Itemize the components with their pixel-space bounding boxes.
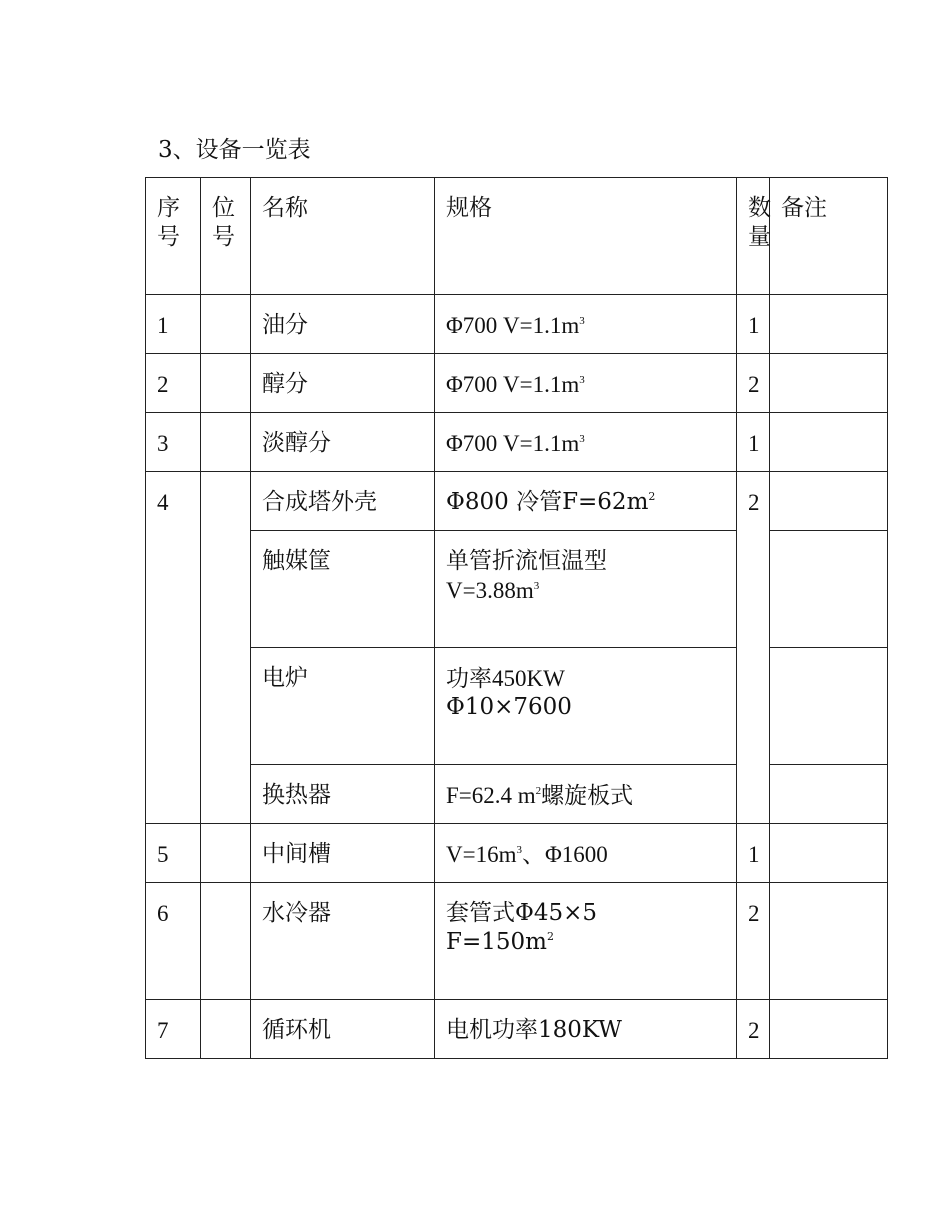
cell-note: [770, 531, 888, 648]
cell-note: [770, 883, 888, 1000]
cell-name: 电炉: [251, 648, 435, 765]
cell-name: 合成塔外壳: [251, 472, 435, 531]
table-row: [146, 531, 888, 648]
cell-name: 中间槽: [251, 824, 435, 883]
cell-position: [201, 1000, 251, 1059]
table-row: [146, 1000, 888, 1059]
cell-seq: 5: [146, 824, 201, 883]
header-qty: 数 量: [737, 178, 770, 295]
cell-seq: 4: [146, 472, 201, 824]
cell-name: 换热器: [251, 765, 435, 824]
cell-spec: Φ700 $V=1.1m^3$: [435, 413, 737, 472]
cell-note: [770, 765, 888, 824]
table-row: [146, 824, 888, 883]
cell-qty: 1: [737, 413, 770, 472]
cell-spec: 功率450KW Φ10×7600: [435, 648, 737, 765]
cell-qty: 1: [737, 824, 770, 883]
cell-seq: 2: [146, 354, 201, 413]
cell-spec: Φ700 $V=1.1m^3$: [435, 295, 737, 354]
table-row: [146, 883, 888, 1000]
cell-note: [770, 413, 888, 472]
cell-note: [770, 354, 888, 413]
cell-spec: $V=16m^3$、Φ1600: [435, 824, 737, 883]
table-row: [146, 765, 888, 824]
cell-position: [201, 472, 251, 824]
cell-qty: 2: [737, 354, 770, 413]
header-note: 备注: [770, 178, 888, 295]
cell-spec: 单管折流恒温型 $V=3.88m^3$: [435, 531, 737, 648]
cell-spec: F=62.4 $m^2$螺旋板式: [435, 765, 737, 824]
header-seq: 序 号: [146, 178, 201, 295]
cell-name: 醇分: [251, 354, 435, 413]
table-row: [146, 354, 888, 413]
cell-position: [201, 883, 251, 1000]
cell-name: 触媒筐: [251, 531, 435, 648]
cell-note: [770, 472, 888, 531]
table-row: [146, 295, 888, 354]
cell-seq: 6: [146, 883, 201, 1000]
cell-seq: 7: [146, 1000, 201, 1059]
header-name: 名称: [251, 178, 435, 295]
table-row: [146, 648, 888, 765]
table-row: [146, 413, 888, 472]
table-row: [146, 472, 888, 531]
cell-name: 循环机: [251, 1000, 435, 1059]
cell-note: [770, 824, 888, 883]
cell-name: 油分: [251, 295, 435, 354]
cell-name: 水冷器: [251, 883, 435, 1000]
header-spec: 规格: [435, 178, 737, 295]
cell-note: [770, 295, 888, 354]
cell-spec: 套管式Φ45×5 $F=150m^2$: [435, 883, 737, 1000]
cell-qty: 2: [737, 1000, 770, 1059]
cell-name: 淡醇分: [251, 413, 435, 472]
cell-position: [201, 824, 251, 883]
cell-seq: 3: [146, 413, 201, 472]
cell-spec: Φ800 冷管$F=62m^2$: [435, 472, 737, 531]
section-title: 3、设备一览表: [158, 137, 311, 163]
cell-position: [201, 354, 251, 413]
header-position: 位 号: [201, 178, 251, 295]
cell-qty: 1: [737, 295, 770, 354]
cell-qty: 2: [737, 472, 770, 824]
cell-seq: 1: [146, 295, 201, 354]
header-row: [146, 178, 888, 295]
cell-position: [201, 413, 251, 472]
cell-position: [201, 295, 251, 354]
cell-note: [770, 1000, 888, 1059]
equipment-table: [145, 177, 888, 1059]
cell-spec: Φ700 $V=1.1m^3$: [435, 354, 737, 413]
cell-qty: 2: [737, 883, 770, 1000]
cell-note: [770, 648, 888, 765]
cell-spec: 电机功率180KW: [435, 1000, 737, 1059]
